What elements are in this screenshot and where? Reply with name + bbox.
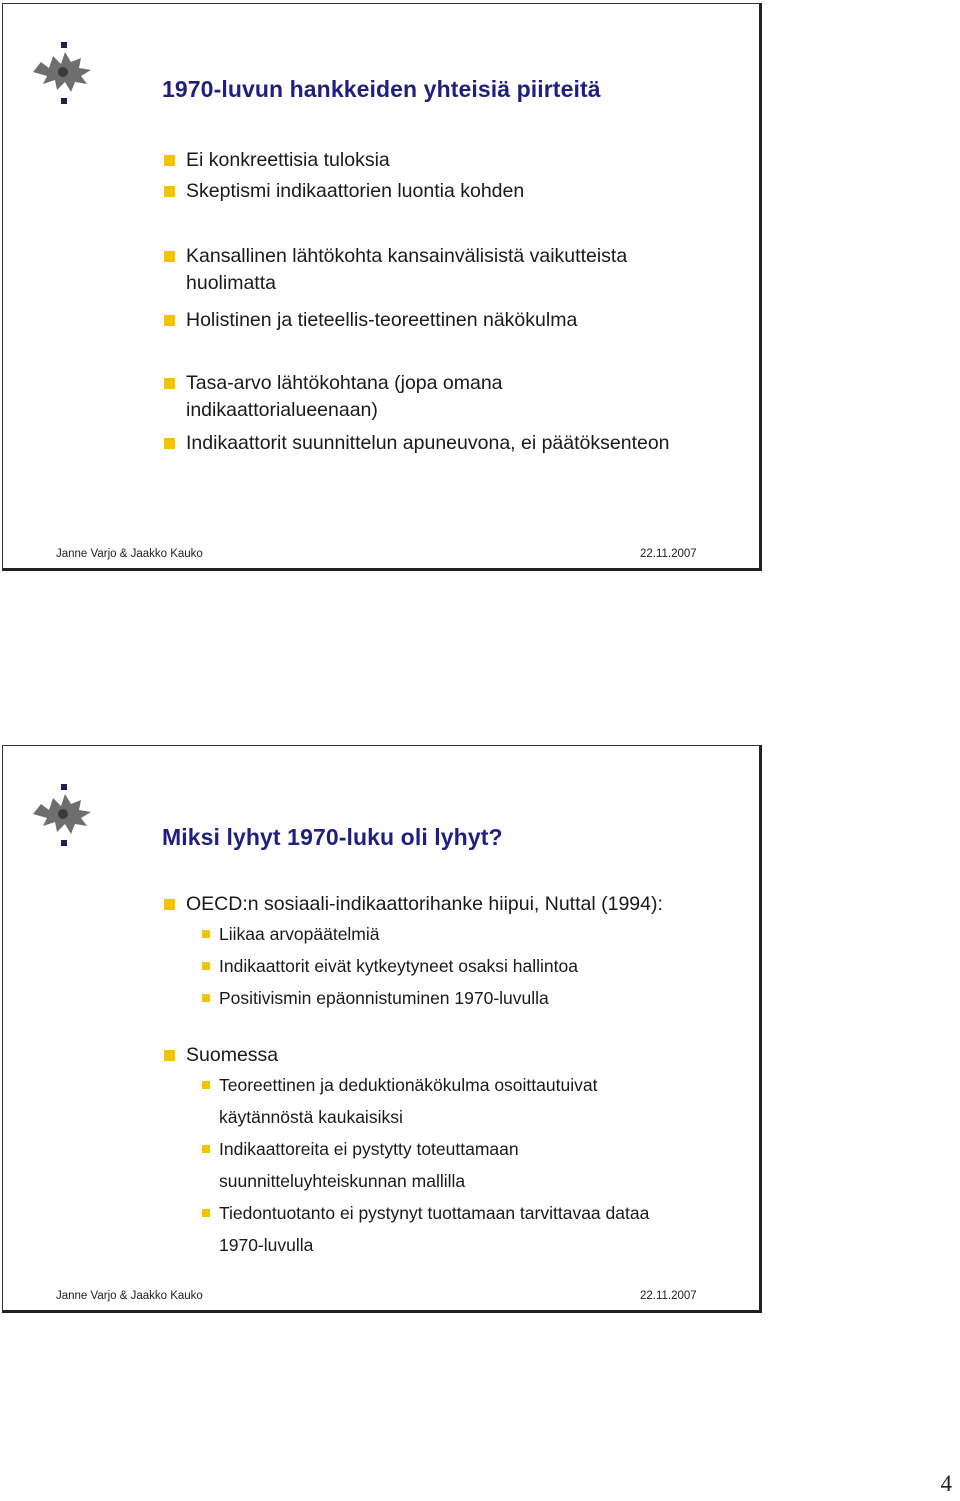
slide-2 <box>2 745 762 1313</box>
slide-title: Miksi lyhyt 1970-luku oli lyhyt? <box>162 824 503 850</box>
bullet-item: OECD:n sosiaali-indikaattorihanke hiipui, Nuttal (1994): <box>164 891 749 918</box>
university-of-helsinki-logo-icon <box>27 780 99 852</box>
bullet-item: Kansallinen lähtökohta kansainvälisistä vaikutteista <box>164 243 749 270</box>
bullet-item: Suomessa <box>164 1042 749 1069</box>
slide-1 <box>2 3 762 571</box>
bullet-item-continuation: huolimatta <box>186 272 276 294</box>
sub-bullet-item: Tiedontuotanto ei pystynyt tuottamaan tarvittavaa dataa <box>164 1197 749 1229</box>
sub-bullet-item: Teoreettinen ja deduktionäkökulma osoittautuivat <box>164 1069 749 1101</box>
slide-footer <box>3 544 759 568</box>
slide-title: 1970-luvun hankkeiden yhteisiä piirteitä <box>162 76 601 102</box>
bullet-item: Tasa-arvo lähtökohtana (jopa omana <box>164 370 749 397</box>
sub-bullet-item: Liikaa arvopäätelmiä <box>164 918 749 950</box>
university-of-helsinki-logo-icon <box>27 38 99 110</box>
footer-date: 22.11.2007 <box>640 1290 697 1302</box>
sub-bullet-continuation: suunnitteluyhteiskunnan mallilla <box>219 1171 466 1191</box>
slide-footer <box>3 1286 759 1310</box>
sub-bullet-continuation: käytännöstä kaukaisiksi <box>219 1107 403 1127</box>
page-number: 4 <box>940 1471 952 1496</box>
sub-bullet-item: Indikaattoreita ei pystytty toteuttamaan <box>164 1133 749 1165</box>
bullet-item: Skeptismi indikaattorien luontia kohden <box>164 178 749 205</box>
bullet-item-continuation: indikaattorialueenaan) <box>186 399 378 421</box>
bullet-item: Indikaattorit suunnittelun apuneuvona, ei päätöksenteon <box>164 430 749 457</box>
slide-content <box>164 147 749 457</box>
sub-bullet-continuation: 1970-luvulla <box>219 1235 314 1255</box>
footer-author: Janne Varjo & Jaakko Kauko <box>56 1290 203 1302</box>
sub-bullet-item: Indikaattorit eivät kytkeytyneet osaksi hallintoa <box>164 950 749 982</box>
bullet-item: Ei konkreettisia tuloksia <box>164 147 749 174</box>
footer-author: Janne Varjo & Jaakko Kauko <box>56 548 203 560</box>
sub-bullet-item: Positivismin epäonnistuminen 1970-luvulla <box>164 982 749 1014</box>
slide-content <box>164 891 749 1261</box>
bullet-item: Holistinen ja tieteellis-teoreettinen näkökulma <box>164 307 749 334</box>
footer-date: 22.11.2007 <box>640 548 697 560</box>
